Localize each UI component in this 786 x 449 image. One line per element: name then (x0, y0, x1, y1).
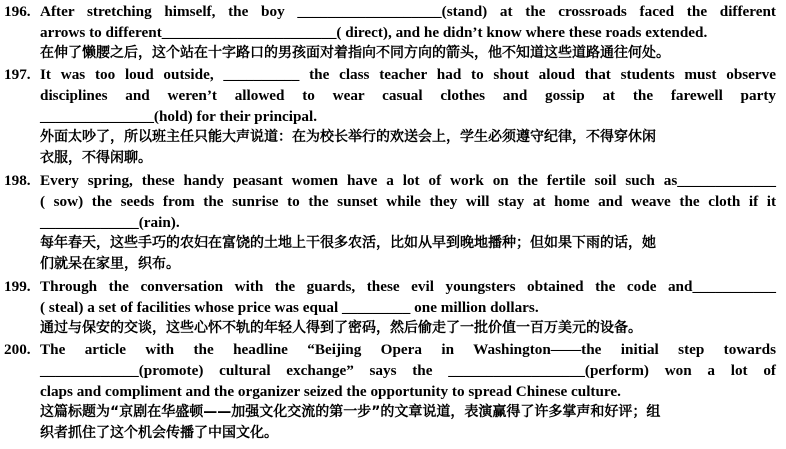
chinese-translation-line: 每年春天，这些手巧的农妇在富饶的土地上干很多农活，比如从早到晚地播种；但如果下雨的话，她 (40, 235, 656, 251)
question-text-line: After stretching himself, the boy ___________________(stand) at the crossroads faced the different (40, 3, 776, 20)
question-text-line: _____________(promote) cultural exchange” says the __________________(perform) won a lot of (40, 362, 776, 379)
chinese-translation-line: 在伸了懒腰之后，这个站在十字路口的男孩面对着指向不同方向的箭头，他不知道这些道路通往何处。 (40, 45, 670, 61)
question-number: 197. (4, 66, 31, 83)
question-text-line: It was too loud outside, __________ the class teacher had to shout aloud that students must observe (40, 66, 776, 83)
question-text-line: arrows to different_______________________( direct), and he didn’t know where these roads extended. (40, 24, 708, 41)
chinese-translation-line: 们就呆在家里，织布。 (40, 256, 180, 272)
chinese-translation-line: 通过与保安的交谈，这些心怀不轨的年轻人得到了密码，然后偷走了一批价值一百万美元的设备。 (40, 320, 642, 336)
question-text-line: Every spring, these handy peasant women have a lot of work on the fertile soil such as_____________ (40, 172, 776, 189)
question-number: 200. (4, 341, 31, 358)
chinese-translation-line: 外面太吵了，所以班主任只能大声说道：在为校长举行的欢送会上，学生必须遵守纪律，不得穿休闲 (40, 129, 656, 145)
question-text-line: ( steal) a set of facilities whose price was equal _________ one million dollars. (40, 299, 539, 316)
question-text-line: _____________(rain). (40, 214, 180, 231)
question-text-line: _______________(hold) for their principal. (40, 108, 318, 125)
question-text-line: ( sow) the seeds from the sunrise to the sunset while they will stay at home and weave the cloth if it (40, 193, 776, 210)
question-number: 196. (4, 3, 31, 20)
question-text-line: The article with the headline “Beijing Opera in Washington——the initial step towards (40, 341, 776, 358)
question-text-line: claps and compliment and the organizer seized the opportunity to spread Chinese culture. (40, 383, 621, 400)
chinese-translation-line: 这篇标题为“京剧在华盛顿——加强文化交流的第一步”的文章说道，表演赢得了许多掌声和好评；组 (40, 404, 661, 420)
chinese-translation-line: 织者抓住了这个机会传播了中国文化。 (40, 425, 278, 441)
chinese-translation-line: 衣服，不得闲聊。 (40, 150, 152, 166)
question-text-line: disciplines and weren’t allowed to wear casual clothes and gossip at the farewell party (40, 87, 776, 104)
question-number: 198. (4, 172, 31, 189)
question-text-line: Through the conversation with the guards, these evil youngsters obtained the code and___________ (40, 278, 776, 295)
question-number: 199. (4, 278, 31, 295)
